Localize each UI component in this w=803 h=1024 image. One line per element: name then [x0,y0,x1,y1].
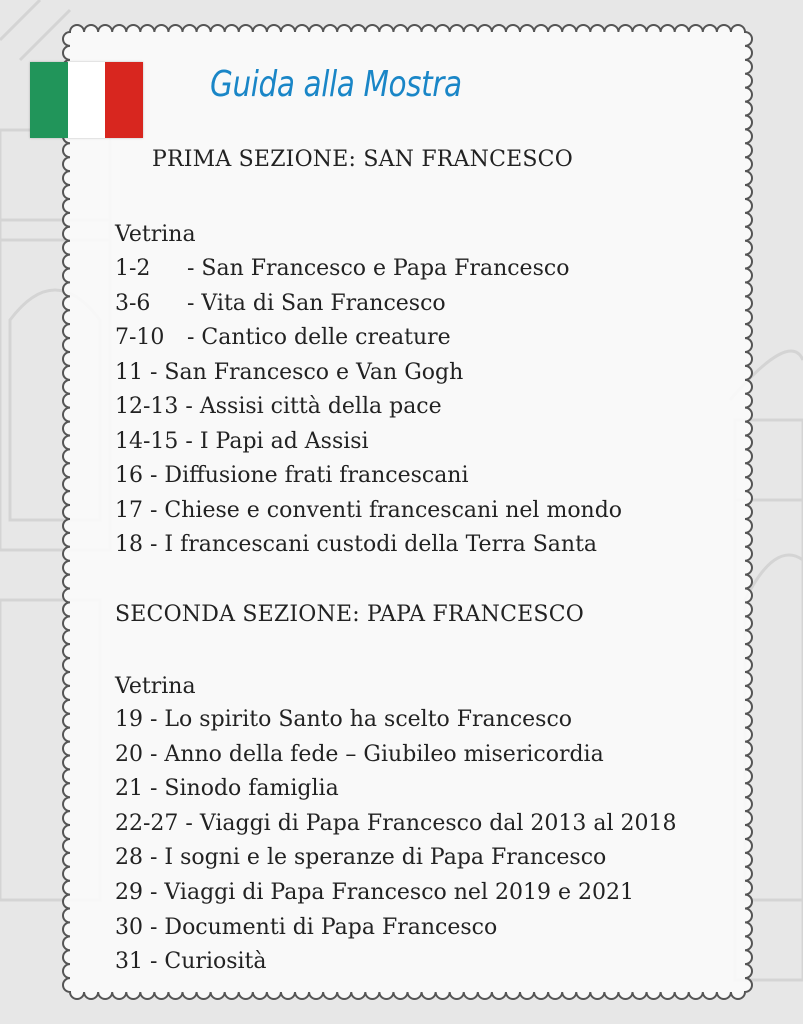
item-description: - I francescani custodi della Terra Santa [150,532,598,557]
list-item [115,845,606,870]
item-number: 3-6 [115,290,151,316]
item-number: 14-15 [115,428,179,454]
item-description: - Curiosità [150,949,267,975]
list-item [115,811,677,836]
item-description: - San Francesco e Van Gogh [150,359,464,385]
item-description: - Vita di San Francesco [187,290,446,316]
item-number: 19 [115,707,143,732]
item-number: 21 [115,776,143,802]
item-description: - Chiese e conventi francescani nel mondo [150,497,623,523]
section-heading-seconda: SECONDA SEZIONE: PAPA FRANCESCO [115,602,584,627]
list-item [115,325,451,350]
list-item [115,429,369,454]
list-item [115,707,572,732]
item-description: - I Papi ad Assisi [185,428,369,454]
list-item [115,776,339,801]
italian-flag-icon [30,62,143,138]
list-item [115,532,597,557]
flag-white-band [68,62,106,138]
list-item [115,394,442,419]
item-description: - Lo spirito Santo ha scelto Francesco [150,707,573,732]
item-description: - Diffusione frati francescani [150,463,469,488]
list-item [115,949,267,974]
flag-red-band [105,62,143,138]
item-description: - Sinodo famiglia [150,776,339,802]
item-number: 20 [115,741,143,767]
item-number: 17 [115,497,143,523]
item-number: 28 [115,845,143,871]
list-item [115,256,569,281]
item-number: 1-2 [115,256,151,281]
item-description: - San Francesco e Papa Francesco [187,256,570,281]
item-number: 18 [115,532,143,557]
item-number: 11 [115,359,143,385]
vetrina-label: Vetrina [115,222,196,247]
guide-title: Guida alla Mostra [210,64,462,105]
list-item [115,742,604,767]
item-number: 29 [115,880,143,905]
item-description: - Cantico delle creature [187,325,451,350]
list-item [115,291,446,316]
list-item [115,360,463,385]
item-number: 12-13 [115,394,179,419]
item-number: 30 [115,914,143,940]
list-item [115,880,634,905]
item-number: 22-27 [115,810,179,836]
item-number: 7-10 [115,325,165,350]
list-item [115,463,469,488]
item-description: - Assisi città della pace [185,394,442,419]
item-number: 16 [115,463,143,488]
item-description: - Documenti di Papa Francesco [150,914,498,940]
vetrina-label: Vetrina [115,674,196,699]
list-item [115,915,497,940]
section-heading-prima: PRIMA SEZIONE: SAN FRANCESCO [152,147,573,172]
flag-green-band [30,62,68,138]
item-description: - Viaggi di Papa Francesco nel 2019 e 2021 [150,880,634,905]
item-description: - Anno della fede – Giubileo misericordia [150,741,604,767]
list-item [115,498,622,523]
item-number: 31 [115,949,143,975]
item-description: - I sogni e le speranze di Papa Francesco [150,845,607,871]
item-description: - Viaggi di Papa Francesco dal 2013 al 2018 [185,810,677,836]
